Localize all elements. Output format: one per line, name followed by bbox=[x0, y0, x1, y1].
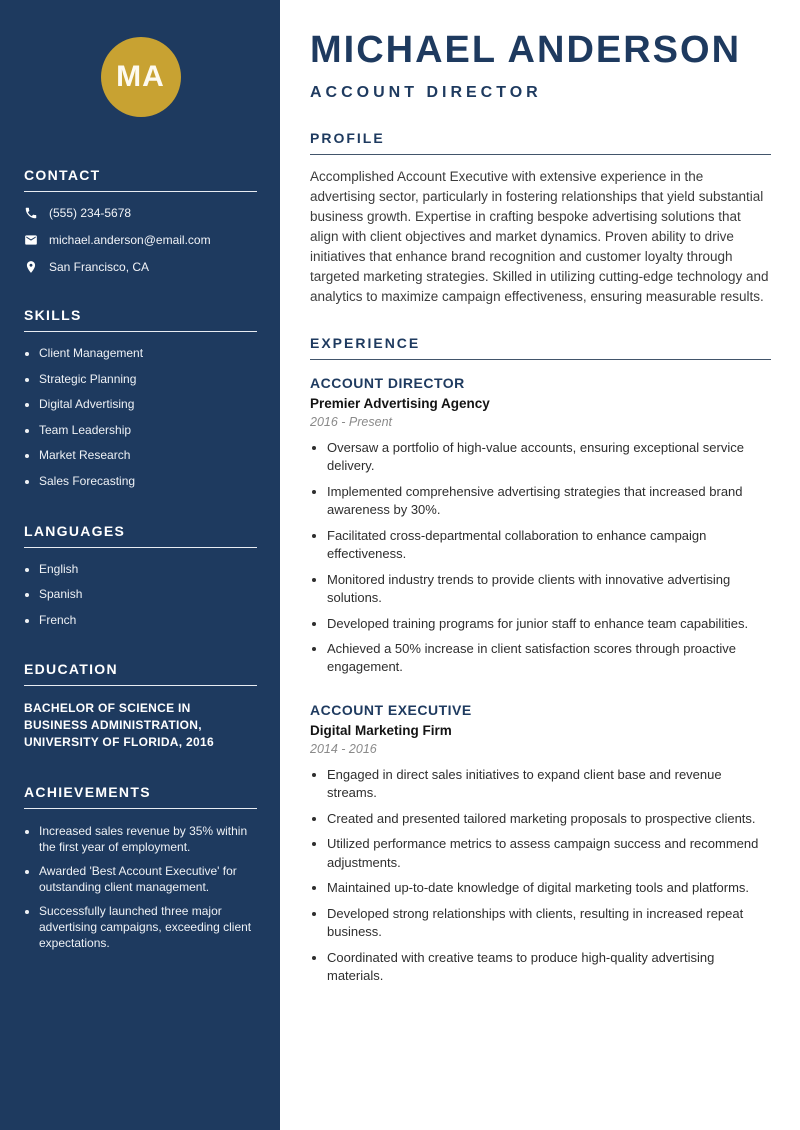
languages-list bbox=[24, 562, 257, 629]
skill-item: • Digital Advertising bbox=[39, 397, 257, 413]
main-content bbox=[280, 0, 800, 1130]
contact-phone-value: (555) 234-5678 bbox=[49, 206, 132, 220]
job-title: ACCOUNT EXECUTIVE bbox=[310, 701, 472, 718]
person-name: MICHAEL ANDERSON bbox=[310, 29, 742, 71]
achievement-item: • Successfully launched three major advertising campaigns, exceeding client expectations. bbox=[39, 903, 257, 951]
job-bullet: • Engaged in direct sales initiatives to expand client base and revenue streams. bbox=[327, 766, 771, 803]
contact-section bbox=[24, 167, 257, 274]
job-bullet: • Monitored industry trends to provide clients with innovative advertising solutions. bbox=[327, 571, 771, 608]
contact-email-value: michael.anderson@email.com bbox=[49, 233, 211, 247]
achievements-section bbox=[24, 784, 257, 951]
contact-heading: CONTACT bbox=[24, 167, 257, 192]
job-bullet: • Developed training programs for junior staff to enhance team capabilities. bbox=[327, 615, 771, 633]
profile-text: Accomplished Account Executive with extensive experience in the advertising sector, particularly in fostering relationships that yield substantial business growth. Expertise in crafting bespoke advertising solutions that align with client objectives and market dynamics. Proven ability to drive initiatives that enhance brand recognition and customer loyalty through targeted marketing strategies. Skilled in utilizing cutting-edge technology and analytics to maximize campaign effectiveness, ensuring measurable results. bbox=[310, 168, 769, 304]
job-bullet-list bbox=[310, 439, 771, 677]
education-degree: BACHELOR OF SCIENCE IN BUSINESS ADMINISTRATION, UNIVERSITY OF FLORIDA, 2016 bbox=[24, 701, 214, 750]
language-item: • French bbox=[39, 613, 257, 629]
email-icon bbox=[24, 233, 38, 247]
skill-item: • Strategic Planning bbox=[39, 372, 257, 388]
job-dates: 2016 - Present bbox=[310, 414, 392, 429]
job-bullet: • Created and presented tailored marketing proposals to prospective clients. bbox=[327, 810, 771, 828]
job-entry bbox=[310, 375, 771, 677]
contact-item-location bbox=[24, 260, 257, 274]
job-bullet: • Facilitated cross-departmental collaboration to enhance campaign effectiveness. bbox=[327, 527, 771, 564]
job-dates: 2014 - 2016 bbox=[310, 741, 377, 756]
person-job-title: ACCOUNT DIRECTOR bbox=[310, 83, 542, 101]
skills-section bbox=[24, 307, 257, 490]
experience-heading: EXPERIENCE bbox=[310, 335, 771, 360]
education-section bbox=[24, 661, 257, 751]
job-bullet: • Maintained up-to-date knowledge of digital marketing tools and platforms. bbox=[327, 879, 771, 897]
skill-item: • Client Management bbox=[39, 346, 257, 362]
job-bullet: • Coordinated with creative teams to produce high-quality advertising materials. bbox=[327, 949, 771, 986]
job-bullet-list bbox=[310, 766, 771, 986]
job-bullet: • Implemented comprehensive advertising strategies that increased brand awareness by 30%. bbox=[327, 483, 771, 520]
achievements-list bbox=[24, 823, 257, 951]
achievement-item: • Increased sales revenue by 35% within the first year of employment. bbox=[39, 823, 257, 855]
skill-item: • Market Research bbox=[39, 448, 257, 464]
language-item: • Spanish bbox=[39, 587, 257, 603]
job-bullet: • Oversaw a portfolio of high-value accounts, ensuring exceptional service delivery. bbox=[327, 439, 771, 476]
skill-item: • Team Leadership bbox=[39, 423, 257, 439]
phone-icon bbox=[24, 206, 38, 220]
job-entry bbox=[310, 702, 771, 986]
job-company: Premier Advertising Agency bbox=[310, 395, 490, 411]
job-bullet: • Achieved a 50% increase in client satisfaction scores through proactive engagement. bbox=[327, 640, 771, 677]
contact-item-phone bbox=[24, 206, 257, 220]
skill-item: • Sales Forecasting bbox=[39, 474, 257, 490]
skills-list bbox=[24, 346, 257, 490]
achievements-heading: ACHIEVEMENTS bbox=[24, 784, 257, 809]
skills-heading: SKILLS bbox=[24, 307, 257, 332]
job-bullet: • Utilized performance metrics to assess campaign success and recommend adjustments. bbox=[327, 835, 771, 872]
contact-item-email bbox=[24, 233, 257, 247]
contact-location-value: San Francisco, CA bbox=[49, 260, 150, 274]
location-icon bbox=[24, 260, 38, 274]
avatar-initials: MA bbox=[116, 60, 165, 93]
languages-heading: LANGUAGES bbox=[24, 523, 257, 548]
job-company: Digital Marketing Firm bbox=[310, 722, 452, 738]
profile-section bbox=[310, 130, 771, 307]
languages-section bbox=[24, 523, 257, 629]
job-bullet: • Developed strong relationships with clients, resulting in increased repeat business. bbox=[327, 905, 771, 942]
achievement-item: • Awarded 'Best Account Executive' for outstanding client management. bbox=[39, 863, 257, 895]
experience-section bbox=[310, 335, 771, 986]
sidebar bbox=[0, 0, 280, 1130]
language-item: • English bbox=[39, 562, 257, 578]
education-heading: EDUCATION bbox=[24, 661, 257, 686]
profile-heading: PROFILE bbox=[310, 130, 771, 155]
job-title: ACCOUNT DIRECTOR bbox=[310, 374, 465, 391]
avatar bbox=[101, 37, 181, 117]
